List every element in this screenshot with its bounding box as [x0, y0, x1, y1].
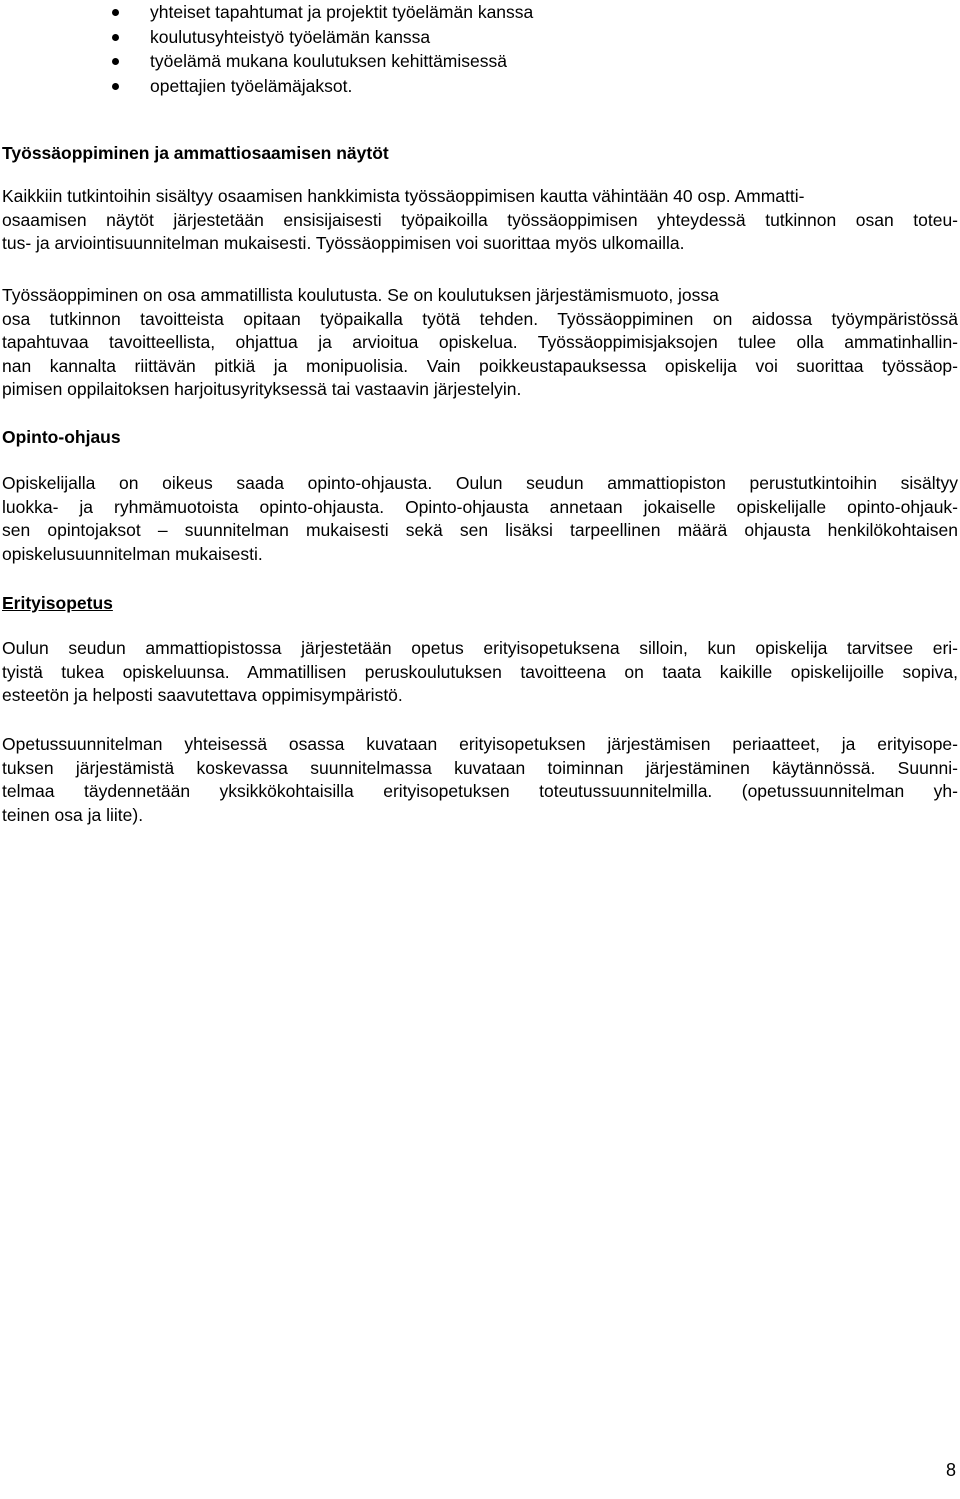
- section-heading-erityisopetus: Erityisopetus: [2, 593, 113, 613]
- paragraph-line: tuksen järjestämistä koskevassa suunnitelmassa kuvataan toiminnan järjestäminen käytännössä. Suunni-: [2, 757, 958, 778]
- bullet-text: opettajien työelämäjaksot.: [150, 75, 353, 96]
- paragraph: [2, 284, 958, 402]
- paragraph-line: tyistä tukea opiskeluunsa. Ammatillisen peruskoulutuksen tavoitteena on taata kaikille opiskelijoille sopiva,: [2, 661, 958, 682]
- bullet-icon: [112, 34, 119, 41]
- paragraph-line: esteetön ja helposti saavutettava oppimisympäristö.: [2, 685, 403, 705]
- paragraph-line: nan kannalta riittävän pitkiä ja monipuolisia. Vain poikkeustapauksessa opiskelija voi suorittaa työssäop-: [2, 355, 958, 376]
- paragraph: [2, 472, 958, 566]
- section-heading-tyossaoppiminen: Työssäoppiminen ja ammattiosaamisen näytöt: [2, 143, 389, 163]
- paragraph-line: Opetussuunnitelman yhteisessä osassa kuvataan erityisopetuksen järjestämisen periaatteet, ja erityisope-: [2, 734, 958, 754]
- paragraph-line: telmaa täydennetään yksikkökohtaisilla erityisopetuksen toteutussuunnitelmilla. (opetussuunnitelman yh-: [2, 781, 958, 801]
- paragraph-line: opiskelusuunnitelman mukaisesti.: [2, 543, 263, 564]
- bullet-icon: [112, 83, 119, 90]
- paragraph-line: teinen osa ja liite).: [2, 804, 144, 825]
- paragraph-line: osaamisen näytöt järjestetään ensisijaisesti työpaikoilla työssäoppimisen yhteydessä tutkinnon osan toteu-: [2, 209, 958, 230]
- section-heading-opinto-ohjaus: Opinto-ohjaus: [2, 427, 121, 447]
- bullet-item: [0, 0, 533, 25]
- paragraph-line: luokka- ja ryhmämuotoista opinto-ohjausta. Opinto-ohjausta annetaan jokaiselle opiskelijalle opinto-ohjauk-: [2, 496, 958, 517]
- bullet-text: yhteiset tapahtumat ja projektit työelämän kanssa: [150, 2, 534, 22]
- paragraph-line: Oulun seudun ammattiopistossa järjestetään opetus erityisopetuksena silloin, kun opiskelija tarvitsee eri-: [2, 638, 958, 658]
- bullet-item: [0, 74, 533, 99]
- paragraph-line: Kaikkiin tutkintoihin sisältyy osaamisen hankkimista työssäoppimisen kautta vähintään 40 osp. Ammatti-: [2, 186, 805, 206]
- page-number: 8: [945, 1460, 956, 1480]
- paragraph-line: sen opintojaksot – suunnitelman mukaisesti sekä sen lisäksi tarpeellinen määrä ohjausta henkilökohtaisen: [2, 520, 958, 540]
- paragraph-line: osa tutkinnon tavoitteista opitaan työpaikalla työtä tehden. Työssäoppiminen on aidossa työympäristössä: [2, 308, 958, 329]
- paragraph: [2, 733, 958, 827]
- paragraph: [2, 185, 958, 256]
- paragraph-line: Työssäoppiminen on osa ammatillista koulutusta. Se on koulutuksen järjestämismuoto, jossa: [2, 285, 719, 305]
- bullet-icon: [112, 58, 119, 65]
- bullet-item: [0, 25, 533, 50]
- paragraph-line: pimisen oppilaitoksen harjoitusyrityksessä tai vastaavin järjestelyin.: [2, 379, 522, 399]
- paragraph-line: tus- ja arviointisuunnitelman mukaisesti. Työssäoppimisen voi suorittaa myös ulkomailla.: [2, 233, 685, 253]
- bullet-list: [0, 0, 533, 98]
- paragraph-line: tapahtuvaa tavoitteellista, ohjattua ja arvioitua opiskelua. Työssäoppimisjaksojen tulee olla ammatinhallin-: [2, 332, 958, 352]
- paragraph: [2, 637, 958, 708]
- bullet-icon: [112, 9, 119, 16]
- bullet-text: koulutusyhteistyö työelämän kanssa: [150, 26, 431, 47]
- bullet-item: [0, 49, 533, 74]
- paragraph-line: Opiskelijalla on oikeus saada opinto-ohjausta. Oulun seudun ammattiopiston perustutkintoihin sisältyy: [2, 473, 958, 493]
- bullet-text: työelämä mukana koulutuksen kehittämisessä: [150, 51, 507, 71]
